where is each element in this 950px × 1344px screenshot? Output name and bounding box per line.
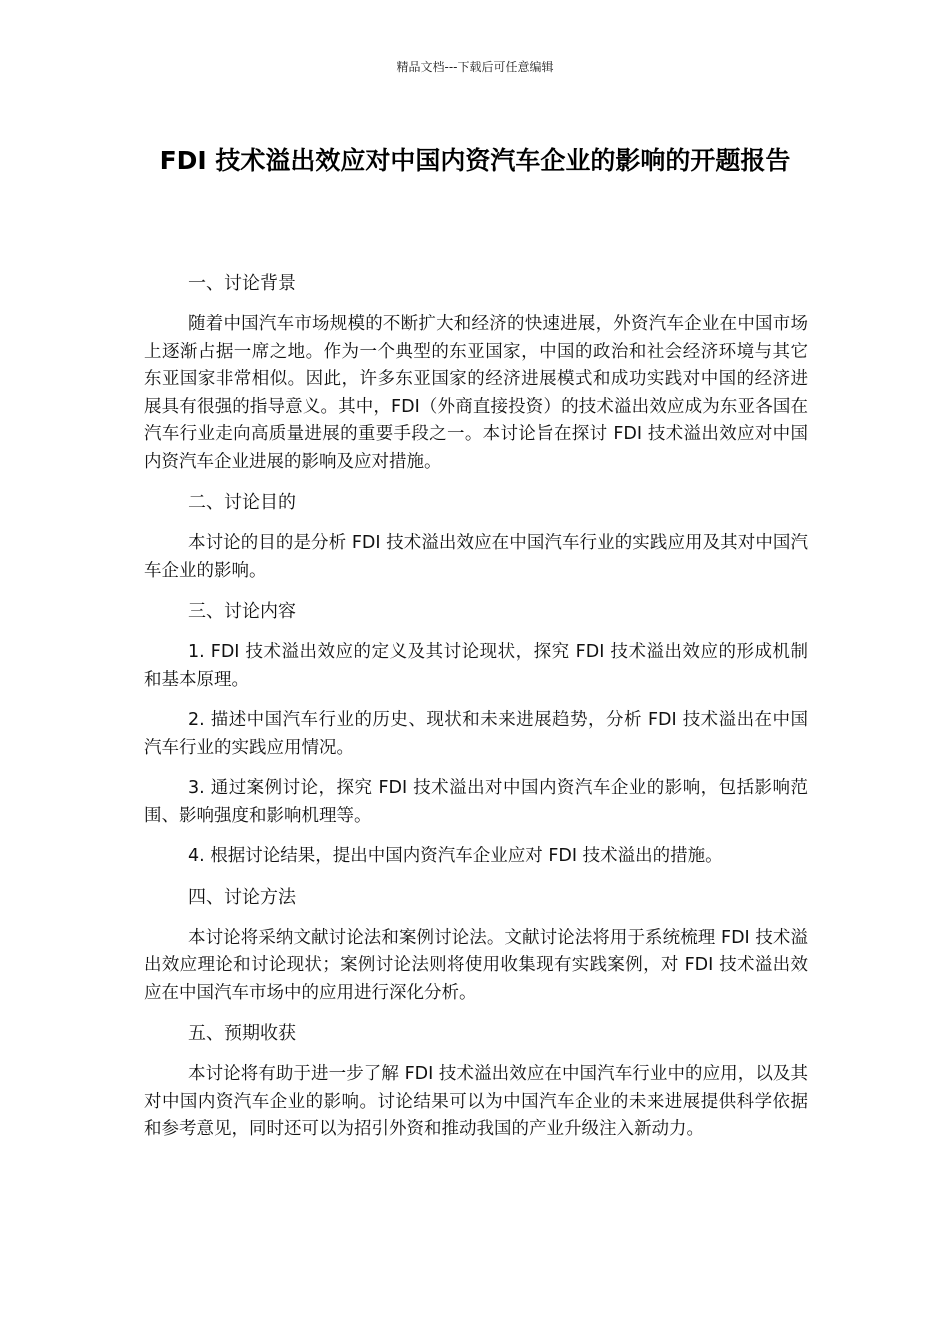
content-item-1: 1. FDI 技术溢出效应的定义及其讨论现状，探究 FDI 技术溢出效应的形成机制和基本原理。 — [144, 642, 808, 690]
content-item-3: 3. 通过案例讨论，探究 FDI 技术溢出对中国内资汽车企业的影响，包括影响范围、影响强度和影响机理等。 — [144, 778, 808, 826]
section-heading-background: 一、讨论背景 — [188, 273, 296, 294]
background-paragraph: 随着中国汽车市场规模的不断扩大和经济的快速进展，外资汽车企业在中国市场上逐渐占据一席之地。作为一个典型的东亚国家，中国的政治和社会经济环境与其它东亚国家非常相似。因此，许多东亚国家的经济进展模式和成功实践对中国的经济进展具有很强的指导意义。其中，FDI（外商直接投资）的技术溢出效应成为东亚各国在汽车行业走向高质量进展的重要手段之一。本讨论旨在探讨 FDI 技术溢出效应对中国内资汽车企业进展的影响及应对措施。 — [144, 314, 808, 472]
method-paragraph: 本讨论将采纳文献讨论法和案例讨论法。文献讨论法将用于系统梳理 FDI 技术溢出效应理论和讨论现状；案例讨论法则将使用收集现有实践案例，对 FDI 技术溢出效应在中国汽车市场中的应用进行深化分析。 — [144, 927, 808, 1003]
document-title: FDI 技术溢出效应对中国内资汽车企业的影响的开题报告 — [159, 146, 791, 175]
section-heading-outcomes: 五、预期收获 — [188, 1023, 296, 1044]
outcomes-paragraph: 本讨论将有助于进一步了解 FDI 技术溢出效应在中国汽车行业中的应用，以及其对中国内资汽车企业的影响。讨论结果可以为中国汽车企业的未来进展提供科学依据和参考意见，同时还可以为招引外资和推动我国的产业升级注入新动力。 — [144, 1064, 808, 1139]
content-item-4: 4. 根据讨论结果，提出中国内资汽车企业应对 FDI 技术溢出的措施。 — [188, 846, 723, 866]
header-note: 精品文档---下载后可任意编辑 — [396, 60, 554, 74]
document-body — [144, 270, 808, 1157]
purpose-paragraph: 本讨论的目的是分析 FDI 技术溢出效应在中国汽车行业的实践应用及其对中国汽车企业的影响。 — [144, 533, 808, 581]
section-heading-method: 四、讨论方法 — [188, 886, 296, 908]
section-heading-content: 三、讨论内容 — [188, 601, 296, 622]
content-item-2: 2. 描述中国汽车行业的历史、现状和未来进展趋势，分析 FDI 技术溢出在中国汽车行业的实践应用情况。 — [144, 710, 808, 758]
section-heading-purpose: 二、讨论目的 — [188, 492, 296, 513]
